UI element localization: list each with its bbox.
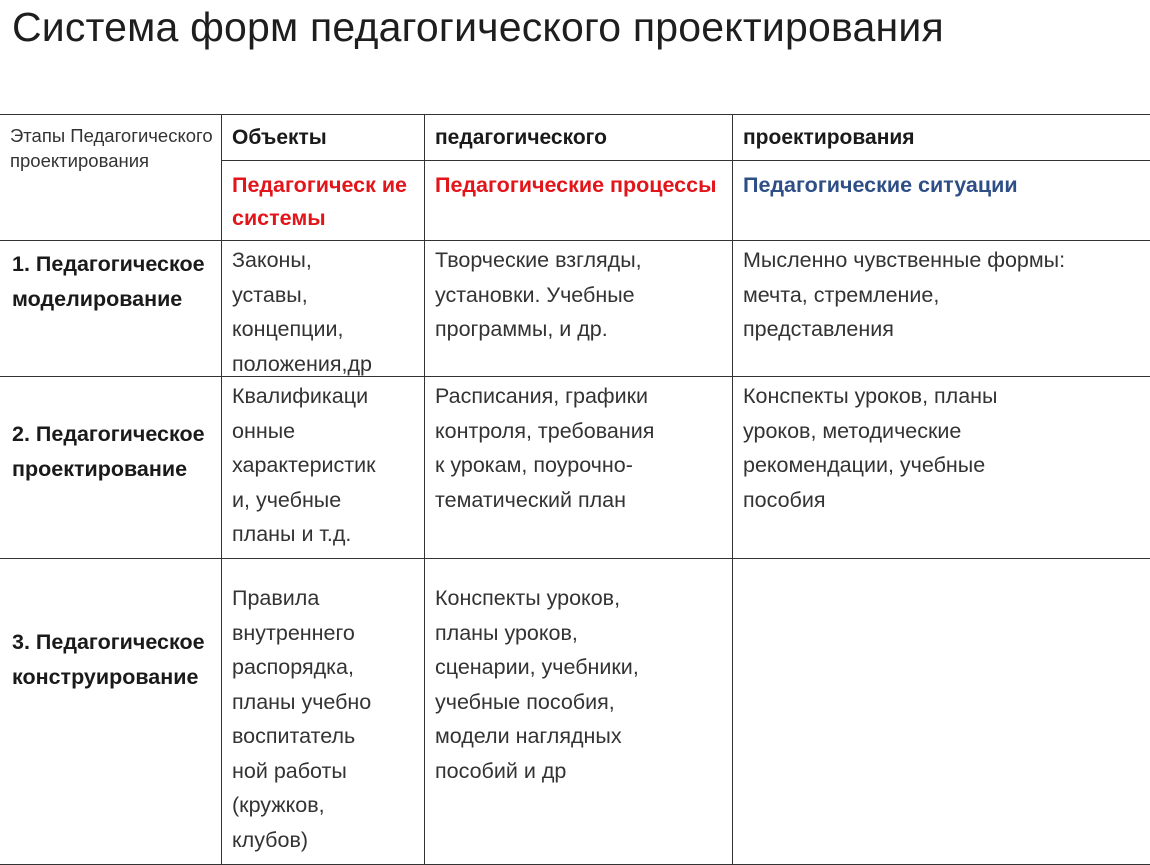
forms-table	[0, 114, 1150, 865]
objects-header-3: проектирования	[733, 115, 1150, 161]
table-cell: Правила внутреннего распорядка, планы учебно воспитатель ной работы (кружков, клубов)	[222, 559, 425, 865]
objects-header-1: Объекты	[222, 115, 425, 161]
table-cell: Законы, уставы, концепции, положения,др	[222, 241, 425, 377]
table-cell: Творческие взгляды, установки. Учебные программы, и др.	[425, 241, 733, 377]
stage-designing: 2. Педагогическое проектирование	[0, 377, 222, 559]
table-cell: Конспекты уроков, планы уроков, методические рекомендации, учебные пособия	[733, 377, 1150, 559]
page-title: Система форм педагогического проектирования	[12, 4, 944, 50]
stage-modeling: 1. Педагогическое моделирование	[0, 241, 222, 377]
objects-header-2: педагогического	[425, 115, 733, 161]
subheader-processes: Педагогические процессы	[425, 161, 733, 241]
table-cell	[733, 559, 1150, 865]
subheader-systems: Педагогическ ие системы	[222, 161, 425, 241]
table-cell: Мысленно чувственные формы: мечта, стремление, представления	[733, 241, 1150, 377]
stage-column-header: Этапы Педагогического проектирования	[0, 115, 222, 241]
table-cell: Расписания, графики контроля, требования к урокам, поурочно- тематический план	[425, 377, 733, 559]
table-cell: Квалификаци онные характеристик и, учебные планы и т.д.	[222, 377, 425, 559]
stage-constructing: 3. Педагогическое конструирование	[0, 559, 222, 865]
table-cell: Конспекты уроков, планы уроков, сценарии, учебники, учебные пособия, модели наглядных пособий и др	[425, 559, 733, 865]
subheader-situations: Педагогические ситуации	[733, 161, 1150, 241]
